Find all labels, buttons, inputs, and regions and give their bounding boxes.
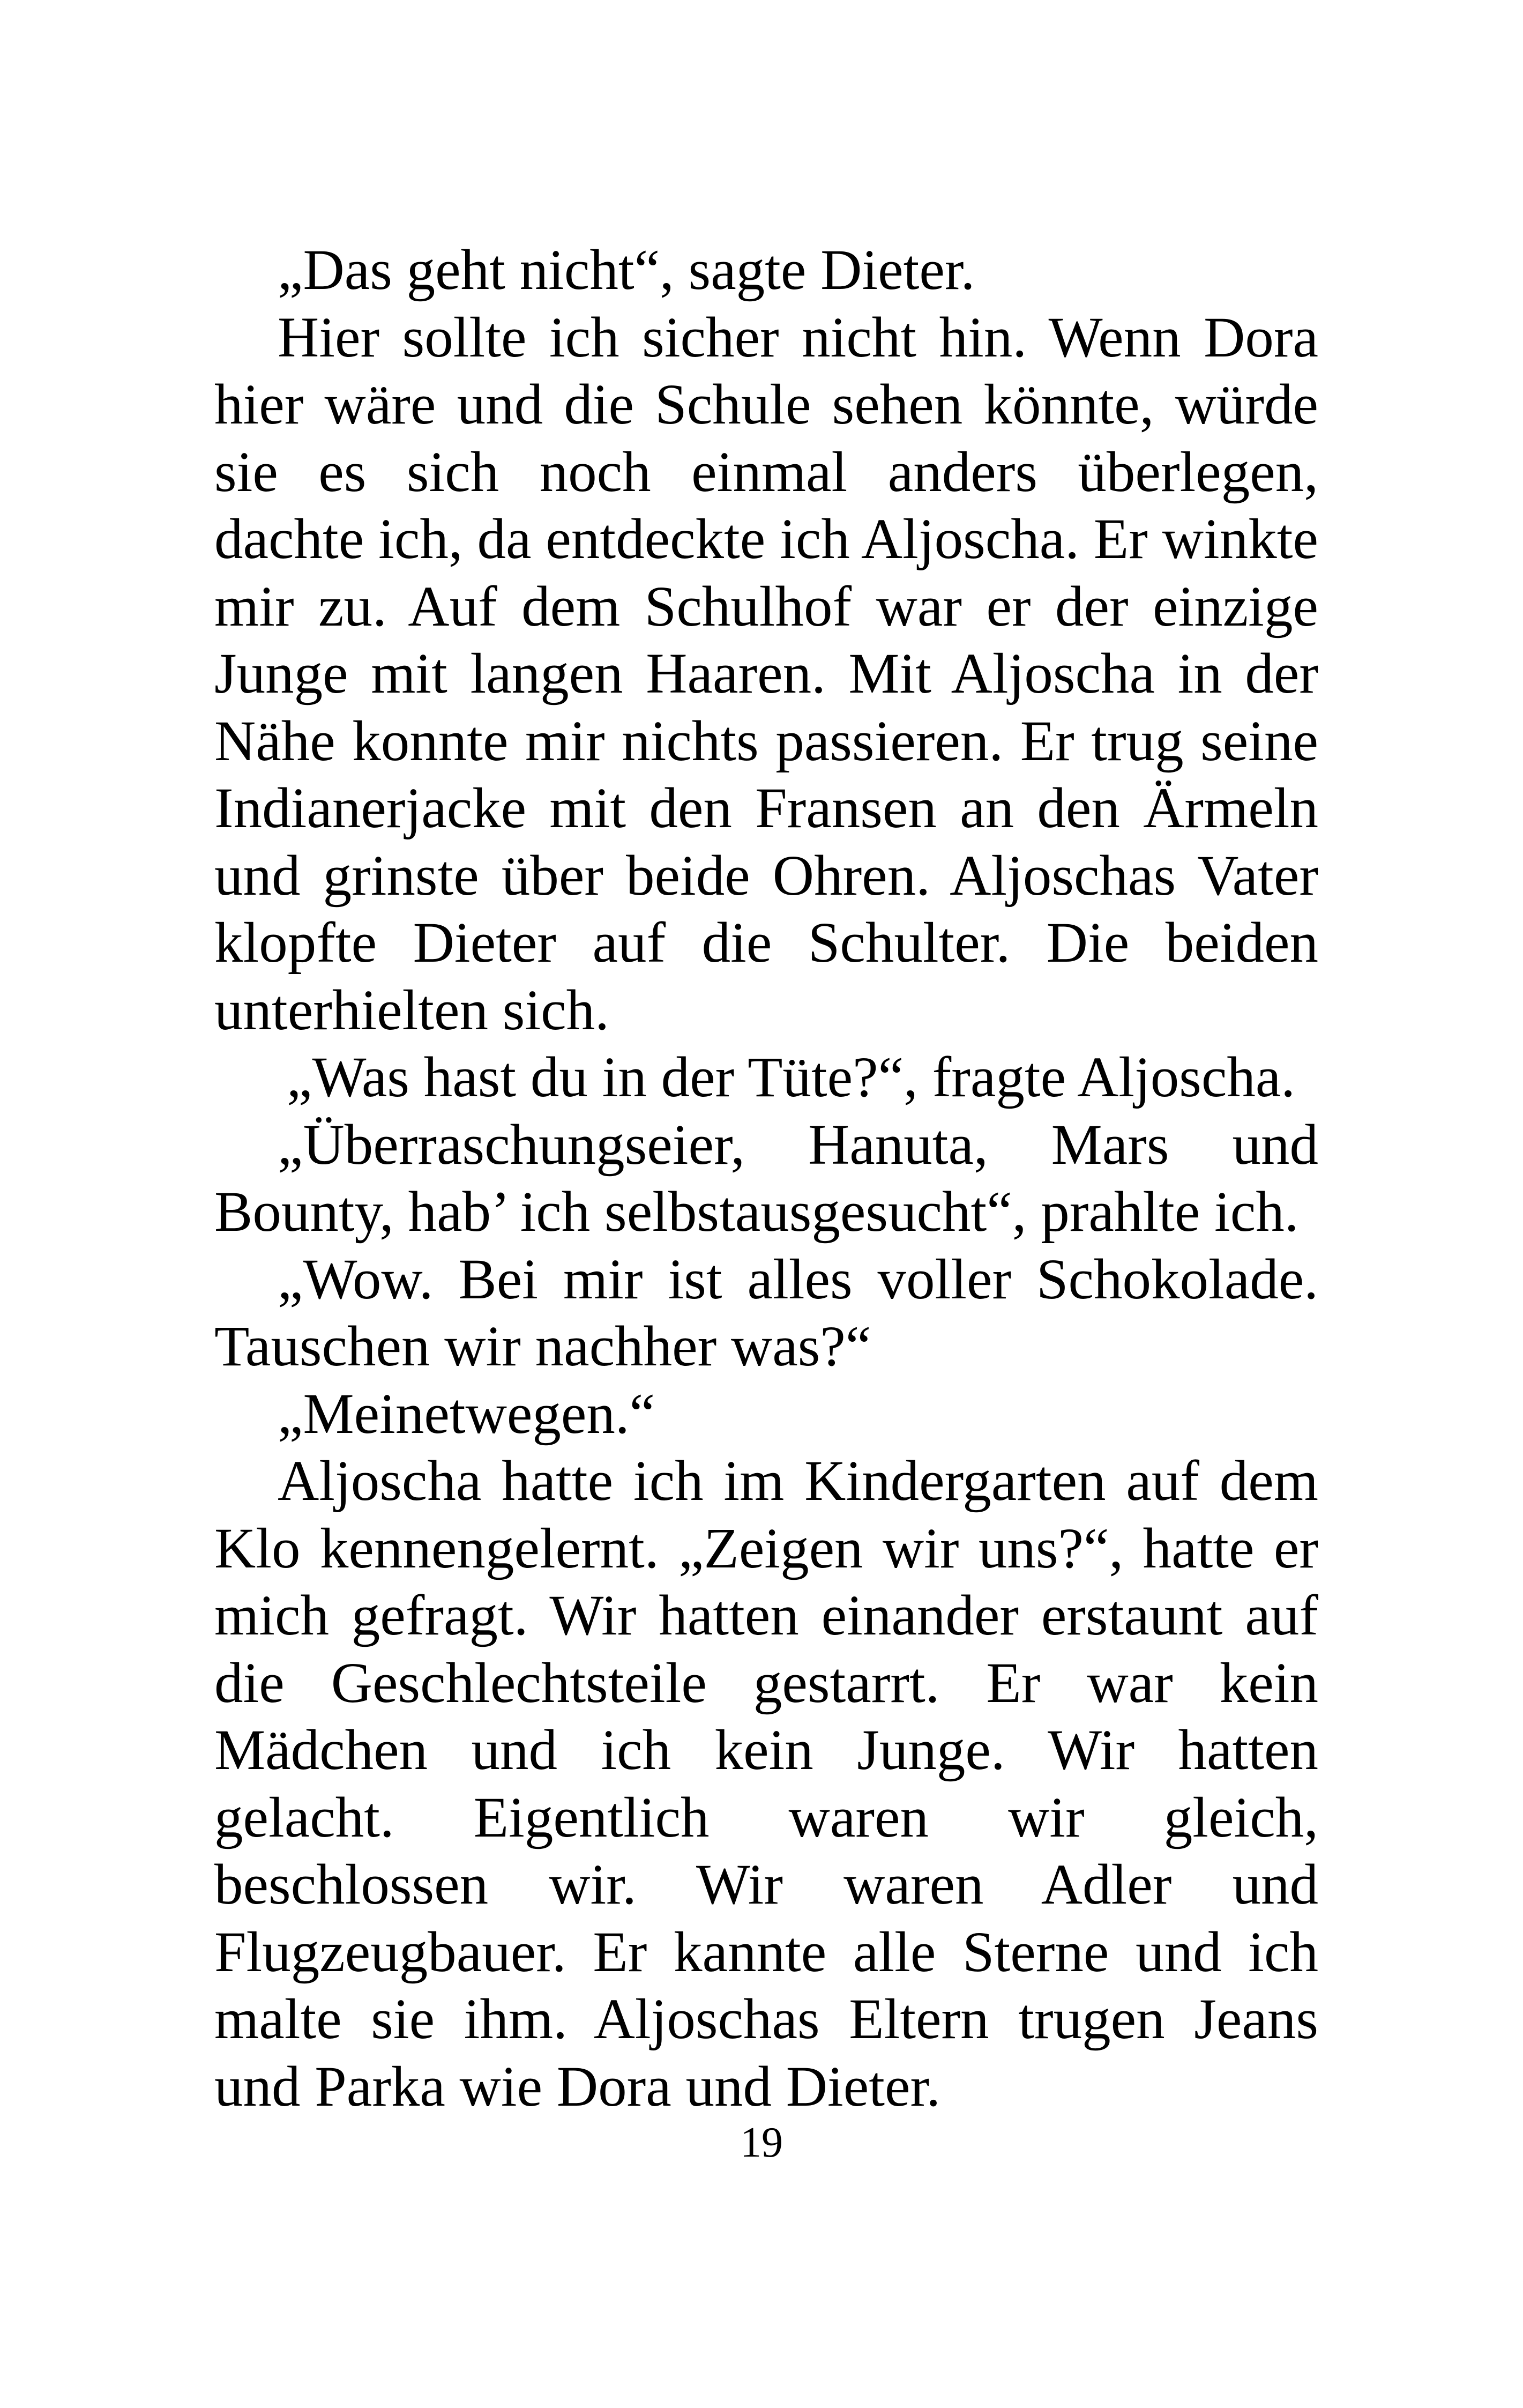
paragraph-school-arrival: Hier sollte ich sicher nicht hin. Wenn Dora hier wäre und die Schule sehen könnte, würde sie es sich noch einmal anders überlegen, dachte ich, da entdeckte ich Aljoscha. Er winkte mir zu. Auf dem Schulhof war er der einzige Junge mit langen Haaren. Mit Aljoscha in der Nähe konnte mir nichts passieren. Er trug seine Indianerjacke mit den Fransen an den Ärmeln und grinste über beide Ohren. Aljoschas Vater klopfte Dieter auf die Schulter. Die beiden unterhielten sich.	[214, 306, 1318, 1042]
paragraph-kindergarten-memory: Aljoscha hatte ich im Kindergarten auf dem Klo kennengelernt. „Zeigen wir uns?“, hatte er mich gefragt. Wir hatten einander erstaunt auf die Geschlechtsteile gestarrt. Er war kein Mädchen und ich kein Junge. Wir hatten gelacht. Eigentlich waren wir gleich, beschlossen wir. Wir waren Adler und Flugzeugbauer. Er kannte alle Sterne und ich malte sie ihm. Aljoschas Eltern trugen Jeans und Parka wie Dora und Dieter.	[214, 1450, 1318, 2119]
paragraph-dieter-says: „Das geht nicht“, sagte Dieter.	[278, 239, 975, 302]
paragraph-aljoscha-question: „Was hast du in der Tüte?“, fragte Aljoscha.	[287, 1046, 1296, 1109]
paragraph-agreement: „Meinetwegen.“	[278, 1382, 655, 1446]
paragraph-sweets-answer: „Überraschungseier, Hanuta, Mars und Bounty, hab’ ich selbstausgesucht“, prahlte ich.	[214, 1113, 1318, 1244]
paragraph-trade-offer: „Wow. Bei mir ist alles voller Schokolade. Tauschen wir nachher was?“	[214, 1247, 1318, 1378]
body-text	[214, 237, 1318, 2121]
page-number: 19	[740, 2119, 783, 2166]
